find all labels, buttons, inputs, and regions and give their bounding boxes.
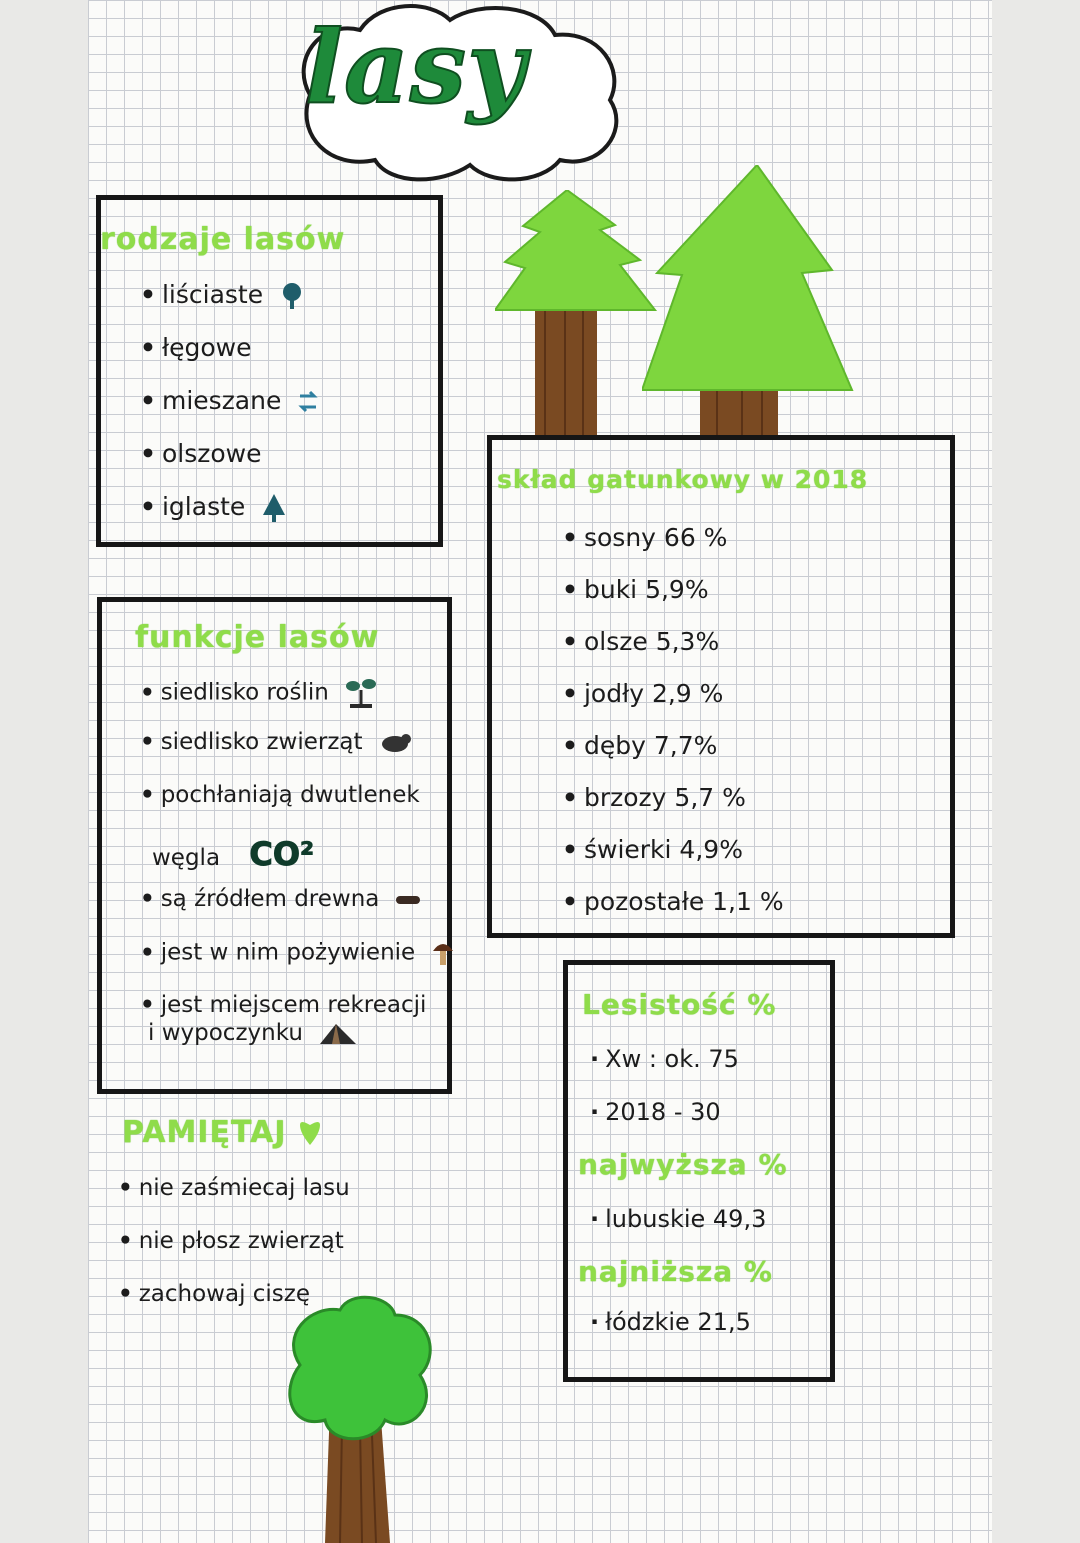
lowest-region: · łódzkie 21,5 [590,1308,751,1336]
highest-heading: najwyższa % [578,1148,788,1181]
species-item: • świerki 4,9% [562,835,743,864]
functions-item: węgla CO² [152,835,315,873]
functions-item: i wypoczynku [148,1020,358,1046]
types-item: • mieszane [140,386,319,415]
species-item: • brzozy 5,7 % [562,783,746,812]
functions-item: • jest w nim pożywienie [140,939,455,967]
mushroom-icon [431,939,455,967]
species-heading: skład gatunkowy w 2018 [497,465,869,494]
functions-heading: funkcje lasów [135,620,380,655]
forest-cover-item: · 2018 - 30 [590,1098,721,1126]
remember-item: • zachowaj ciszę [118,1281,311,1307]
page-title: lasy [305,8,527,126]
co2-label: CO² [249,835,315,873]
remember-item: • nie zaśmiecaj lasu [118,1175,350,1201]
forest-cover-item: · Xw : ok. 75 [590,1045,739,1073]
lowest-heading: najniższa % [578,1255,773,1288]
species-item: • jodły 2,9 % [562,679,724,708]
deciduous-tree-drawing [280,1295,440,1543]
functions-item: • siedlisko roślin [140,676,378,710]
species-item: • dęby 7,7% [562,731,718,760]
species-item: • buki 5,9% [562,575,709,604]
highest-region: · lubuskie 49,3 [590,1205,767,1233]
functions-item: • są źródłem drewna [140,886,421,912]
forest-cover-heading: Lesistość % [582,988,777,1021]
log-icon [395,894,421,906]
conifer-tree-right-drawing [642,165,857,440]
functions-item: • jest miejscem rekreacji [140,992,427,1018]
types-item: • iglaste [140,492,287,523]
types-item: • olszowe [140,439,262,468]
functions-item: • pochłaniają dwutlenek [140,782,420,808]
conifer-tree-left-drawing [495,190,660,440]
deciduous-tree-icon [279,282,305,310]
types-heading: rodzaje lasów [100,222,346,257]
tent-icon [318,1022,358,1046]
remember-item: • nie płosz zwierząt [118,1228,344,1254]
functions-item: • siedlisko zwierząt [140,729,412,755]
mixed-arrows-icon [297,390,319,414]
remember-heading: PAMIĘTAJ [122,1115,322,1150]
species-item: • olsze 5,3% [562,627,720,656]
species-item: • sosny 66 % [562,523,728,552]
sprout-icon [344,676,378,710]
species-item: • pozostałe 1,1 % [562,887,784,916]
types-item: • łęgowe [140,333,252,362]
types-item: • liściaste [140,280,305,310]
animal-icon [378,731,412,755]
exclamation-heart-icon [298,1119,322,1149]
conifer-tree-icon [261,493,287,523]
